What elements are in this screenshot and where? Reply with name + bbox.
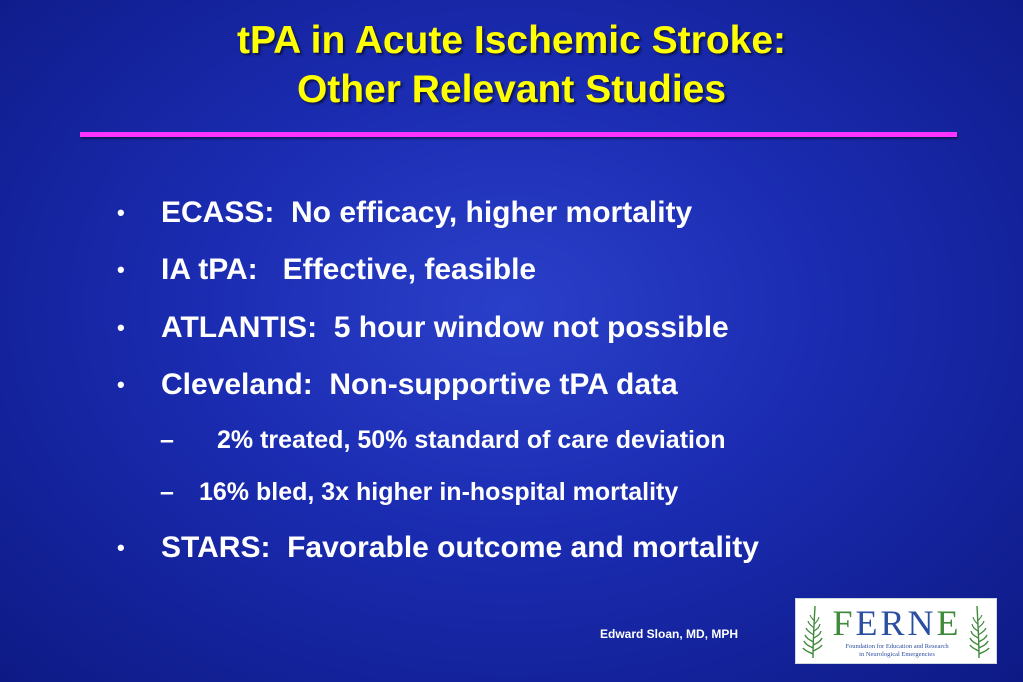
logo-letter: N bbox=[907, 603, 937, 643]
fern-left-icon bbox=[801, 604, 825, 660]
logo-letter: E bbox=[855, 603, 881, 643]
fern-right-icon bbox=[967, 604, 991, 660]
footer-author: Edward Sloan, MD, MPH bbox=[600, 627, 739, 641]
title-line-2: Other Relevant Studies bbox=[296, 68, 727, 111]
logo-subtitle-line: in Neurological Emergencies bbox=[859, 651, 935, 658]
bullet-text: STARS: Favorable outcome and mortality bbox=[161, 531, 759, 564]
bullet-text: IA tPA: Effective, feasible bbox=[161, 253, 537, 286]
bullet-text: ATLANTIS: 5 hour window not possible bbox=[161, 311, 729, 344]
logo-wordmark bbox=[826, 603, 968, 643]
bullet-marker: • bbox=[117, 535, 125, 560]
bullet-marker: • bbox=[117, 200, 125, 225]
bullet-marker: • bbox=[117, 315, 125, 340]
bullet-marker: • bbox=[117, 372, 125, 397]
sub-bullet-text: 2% treated, 50% standard of care deviation bbox=[217, 426, 726, 454]
logo-subtitle-line: Foundation for Education and Research bbox=[845, 643, 949, 650]
logo-letter: F bbox=[832, 603, 856, 643]
logo-letter: R bbox=[880, 603, 908, 643]
bullet-text: Cleveland: Non-supportive tPA data bbox=[161, 368, 678, 401]
bullet-marker: • bbox=[117, 257, 125, 282]
sub-bullet-marker: – bbox=[160, 478, 174, 506]
title-line-1: tPA in Acute Ischemic Stroke: bbox=[236, 19, 787, 62]
logo-letter: E bbox=[936, 603, 962, 643]
logo-subtitle bbox=[826, 643, 968, 659]
sub-bullet-marker: – bbox=[160, 426, 174, 454]
bullet-text: ECASS: No efficacy, higher mortality bbox=[161, 196, 693, 229]
sub-bullet-text: 16% bled, 3x higher in-hospital mortality bbox=[199, 478, 679, 506]
ferne-logo bbox=[795, 598, 997, 664]
